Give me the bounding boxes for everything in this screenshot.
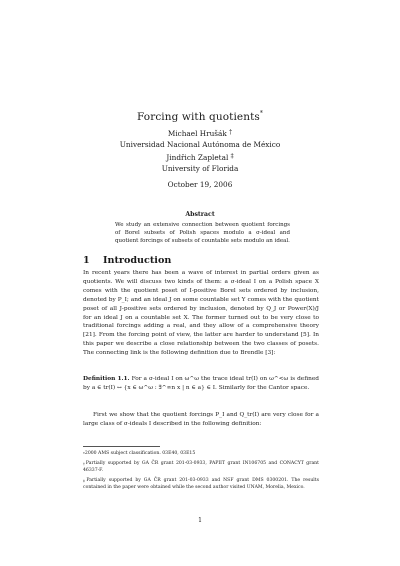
section-heading xyxy=(83,255,171,266)
paper-title xyxy=(0,111,400,123)
footnote-3-mark: ‡ xyxy=(83,477,87,483)
definition-text: For a σ-ideal I on ω^ω the trace ideal tr(I) on ω^<ω is defined by a ∈ tr(I) ↔ {x ∈ ω^ω : ∃^∞n x | n ∈ a} ∈ I. Similarly for the Cantor space. xyxy=(83,376,319,391)
paper-title-text: Forcing with quotients xyxy=(136,111,260,123)
title-footnote-mark: * xyxy=(259,110,264,117)
footnote-3-text: Partially supported by GA ČR grant 201-03-0933 and NSF grant DMS 0300201. The results contained in the paper were obtained while the second author visited UNAM, Morelia, Mexico. xyxy=(83,478,319,490)
intro-paragraph-2: First we show that the quotient forcings P_I and Q_tr(I) are very close for a large class of σ-ideals I described in the following definition: xyxy=(83,412,319,427)
section-number: 1 xyxy=(83,255,90,266)
intro-paragraph-1: In recent years there has been a wave of interest in partial orders given as quotients. We will discuss two kinds of them: a σ-ideal I on a Polish space X comes with the quotient poset of I-positive Borel sets ordered by inclusion, denoted by P_I; and an ideal J on some countable set Y comes with the quotient poset of all J-positive sets ordered by inclusion, denoted by Q_J or Power(X)/J for an ideal J on a countable set X. The former turned out to be very close to traditional forcings adding a real, and they allow of a comprehensive theory [21]. From the forcing point of view, the latter are harder to understand [5]. In this paper we describe a close relationship between the two classes of posets. The connecting link is the following definition due to Brendle [3]: xyxy=(83,270,319,357)
footnote-1-text: 2000 AMS subject classification. 03E40, 03E15 xyxy=(84,451,196,456)
author-1-name: Michael Hrušák xyxy=(167,129,227,138)
abstract-text: We study an extensive connection between quotient forcings of Borel subsets of Polish spaces modulo a σ-ideal and quotient forcings of subsets of countable sets modulo an ideal. xyxy=(115,222,290,244)
author-2-footnote-mark: ‡ xyxy=(230,153,234,160)
author-2 xyxy=(0,153,400,163)
section-title: Introduction xyxy=(103,255,172,266)
footnote-rule xyxy=(83,446,160,447)
footnote-3 xyxy=(83,478,319,492)
footnote-2 xyxy=(83,461,319,475)
author-2-name: Jindřich Zapletal xyxy=(166,153,229,162)
author-1 xyxy=(0,129,400,139)
footnote-2-mark: † xyxy=(83,460,86,466)
footnote-1-mark: * xyxy=(83,450,85,456)
footnote-2-text: Partially supported by GA ČR grant 201-03-0933, PAPIIT grant IN106705 and CONACYT grant 46337-F. xyxy=(83,461,319,473)
abstract-heading: Abstract xyxy=(185,211,215,218)
page-number: 1 xyxy=(198,517,202,524)
footnote-1 xyxy=(83,451,319,458)
definition-label: Definition 1.1. xyxy=(83,376,130,382)
paper-date: October 19, 2006 xyxy=(167,180,233,189)
author-1-footnote-mark: † xyxy=(229,129,233,136)
affiliation-1: Universidad Nacional Autónoma de México xyxy=(119,140,281,149)
affiliation-2: University of Florida xyxy=(161,164,239,173)
definition-1-1 xyxy=(83,375,319,393)
